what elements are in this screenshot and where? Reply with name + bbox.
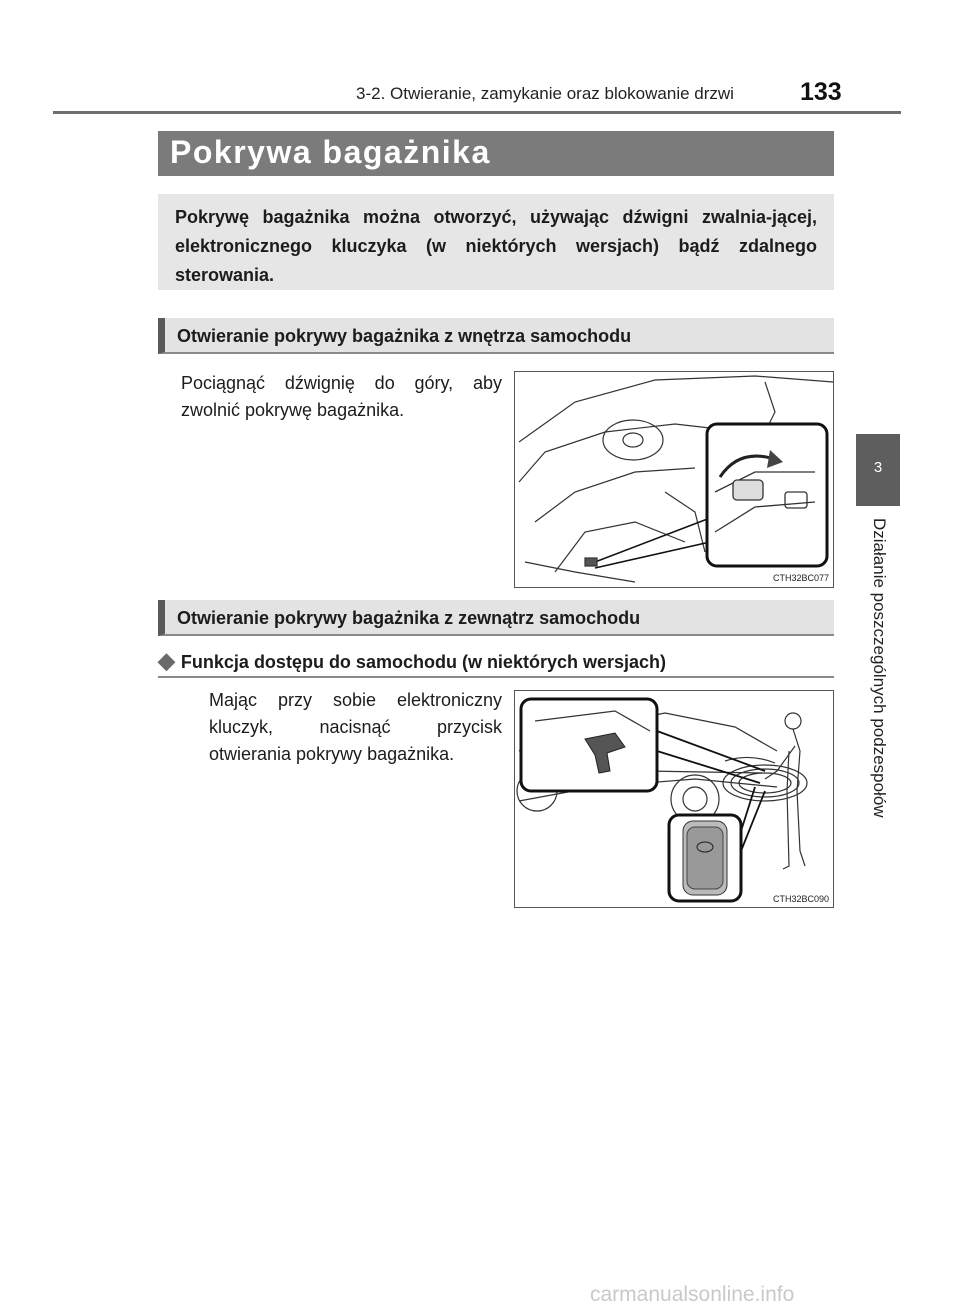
diamond-bullet-icon: ◆ (158, 648, 175, 673)
section-heading-interior: Otwieranie pokrywy bagażnika z wnętrza samochodu (177, 326, 632, 346)
running-header-section: 3-2. Otwieranie, zamykanie oraz blokowanie drzwi (356, 84, 734, 103)
header-rule (53, 111, 901, 114)
section-heading-exterior: Otwieranie pokrywy bagażnika z zewnątrz samochodu (177, 608, 641, 628)
figure-interior-release-lever (514, 371, 834, 588)
figure-exterior-smart-key (514, 690, 834, 908)
section-body-interior: Pociągnąć dźwignię do góry, aby zwolnić pokrywę bagażnika. (181, 373, 502, 420)
section-body-exterior: Mając przy sobie elektroniczny kluczyk, nacisnąć przycisk otwierania pokrywy bagażnika. (209, 690, 502, 764)
intro-text: Pokrywę bagażnika można otworzyć, używając dźwigni zwalnia-jącej, elektronicznego kluczyka (w niektórych wersjach) bądź zdalnego sterowania. (175, 207, 817, 285)
footer-watermark[interactable]: carmanualsonline.info (590, 1283, 795, 1306)
subsection-heading (158, 648, 666, 674)
page-title: Pokrywa bagażnika (170, 134, 491, 170)
figure-code: CTH32BC077 (772, 573, 829, 583)
page-number: 133 (800, 78, 842, 106)
subsection-rule (158, 676, 834, 678)
interior-illustration (515, 372, 833, 587)
chapter-tab-title: Działanie poszczególnych podzespołów (870, 518, 889, 818)
figure-code: CTH32BC090 (772, 894, 829, 904)
subsection-heading-text: Funkcja dostępu do samochodu (w niektórych wersjach) (180, 652, 667, 672)
exterior-illustration (515, 691, 833, 907)
chapter-tab-number: 3 (856, 434, 900, 506)
